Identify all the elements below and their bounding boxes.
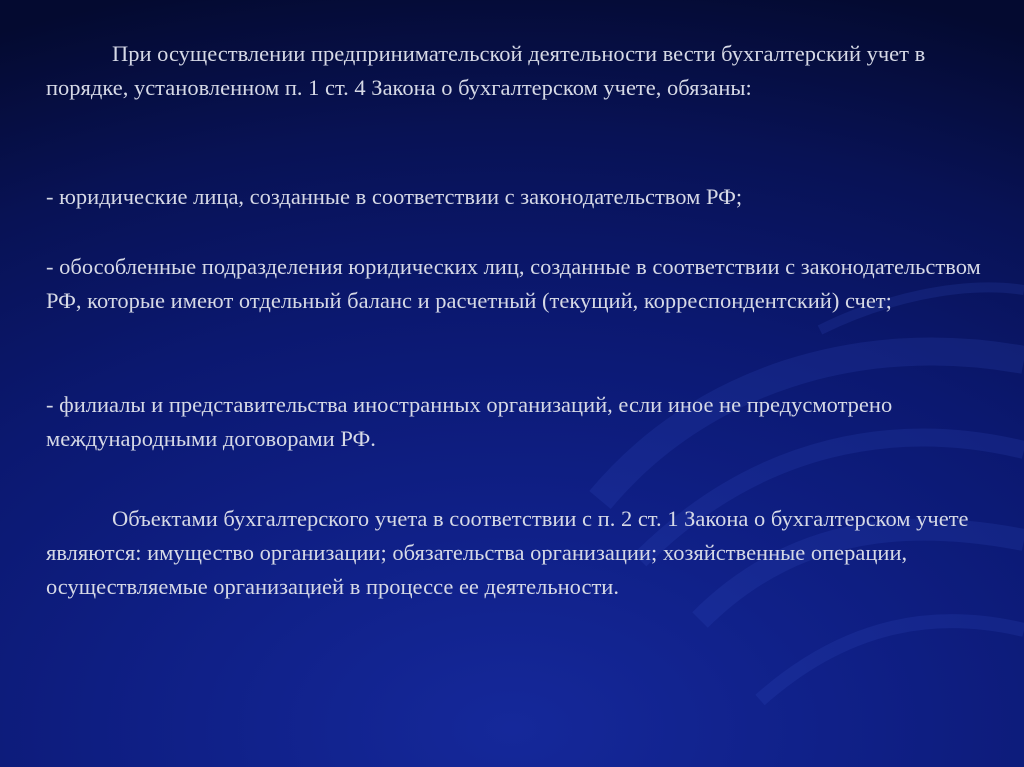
- list-item-text: - обособленные подразделения юридических лиц, созданные в соответствии с законодательством РФ, которые имеют отдельный баланс и расчетный (текущий, корреспондентский) счет;: [46, 254, 981, 313]
- objects-paragraph: [46, 502, 996, 604]
- intro-paragraph-text: При осуществлении предпринимательской деятельности вести бухгалтерский учет в порядке, установленном п. 1 ст. 4 Закона о бухгалтерском учете, обязаны:: [46, 41, 926, 100]
- list-item-text: - филиалы и представительства иностранных организаций, если иное не предусмотрено международными договорами РФ.: [46, 392, 893, 451]
- list-item-branches: [46, 388, 996, 456]
- list-item-text: - юридические лица, созданные в соответствии с законодательством РФ;: [46, 184, 743, 209]
- list-item-legal-entities: [46, 180, 996, 214]
- list-item-subdivisions: [46, 250, 996, 318]
- intro-paragraph: [46, 37, 996, 105]
- objects-paragraph-text: Объектами бухгалтерского учета в соответствии с п. 2 ст. 1 Закона о бухгалтерском учете являются: имущество организации; обязательства организации; хозяйственные операции, осуществляемые организацией в процессе ее деятельности.: [46, 506, 969, 599]
